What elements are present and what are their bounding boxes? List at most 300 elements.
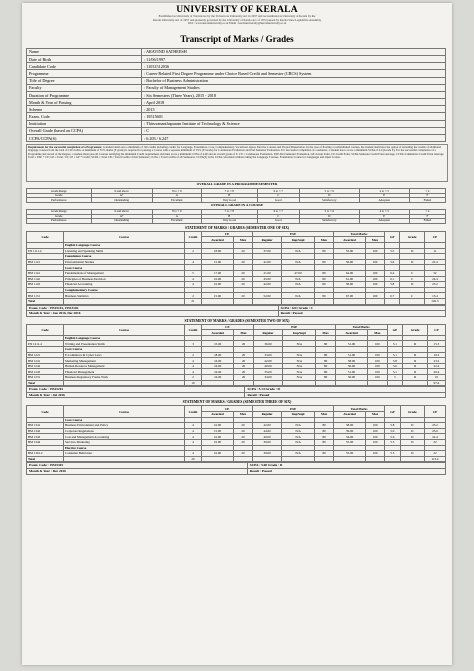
grade-cell: 9 and above — [91, 189, 152, 194]
cell-imp: N/A — [283, 363, 316, 369]
subheader-cell: Max — [233, 237, 252, 243]
cell-tot_a: 55.00 — [334, 248, 366, 254]
total-cp: 126.3 — [424, 298, 445, 304]
cell-tot_a: 64.00 — [334, 270, 366, 276]
cell-gp: 5.8 — [385, 423, 400, 429]
cell-reg: 40.00 — [253, 434, 282, 440]
info-row — [27, 63, 446, 70]
grade-cell: Adequate — [359, 219, 409, 224]
cell-ce_m: 20 — [233, 282, 252, 288]
total-cp: 113.2 — [424, 456, 445, 462]
cell-ce_m: 20 — [233, 428, 252, 434]
subheader-cell: Awarded — [202, 237, 234, 243]
cell-imp: 47.00 — [282, 270, 315, 276]
grade-cell: F — [409, 214, 445, 219]
col-ce: CE — [202, 324, 254, 330]
course-name: Business Environment and Policy — [64, 423, 185, 429]
cell-credit: 4 — [185, 439, 202, 445]
course-name: Marketing Management — [64, 358, 185, 364]
empty-cell — [387, 380, 403, 386]
cell-gp: 5.5 — [385, 248, 400, 254]
cell-tot_a: 67.00 — [334, 293, 366, 299]
col-gp: GP — [385, 406, 400, 417]
semester-table — [26, 405, 446, 462]
col-cp: CP — [427, 324, 445, 335]
empty-cell — [368, 380, 387, 386]
cell-ce_m: 20 — [233, 451, 252, 457]
course-name: E-Commerce & Cyber Laws — [64, 352, 185, 358]
grade-cell: 4 to < 5 — [359, 189, 409, 194]
grade-cell: Outstanding — [91, 198, 152, 203]
cell-ce_a: 16.00 — [202, 434, 234, 440]
subheader-cell: Imp/Supl — [283, 330, 316, 336]
total-credit: 20 — [185, 456, 202, 462]
cell-cp: 10.2 — [427, 352, 445, 358]
cell-credit: 4 — [185, 259, 202, 265]
col-grade: Grade — [403, 324, 428, 335]
cell-ese_m: 80 — [314, 276, 333, 282]
cell-ese_m: 80 — [316, 352, 335, 358]
col-course: Course — [64, 231, 185, 242]
cell-ce_a: 15.00 — [202, 341, 234, 347]
cell-ce_m: 20 — [233, 259, 252, 265]
info-row — [27, 120, 446, 127]
cell-cp: 23.2 — [424, 282, 445, 288]
info-value: : ARAVIND SATHEESH — [142, 48, 446, 55]
cell-grade: D — [403, 358, 428, 364]
course-code: BM 1344 — [27, 439, 64, 445]
cell-tot_a: 51.00 — [335, 369, 367, 375]
grade-cell: Good — [257, 219, 299, 224]
cell-reg: 41.00 — [253, 259, 282, 265]
info-row — [27, 77, 446, 84]
semester-table — [26, 231, 446, 305]
cell-tot_m: 100 — [365, 293, 384, 299]
cell-imp: N/A — [282, 259, 315, 265]
cell-tot_a: 56.00 — [334, 434, 366, 440]
cell-grade: C — [400, 293, 424, 299]
grade-cell: 4 to < 5 — [359, 210, 409, 215]
course-name: Environmental Studies — [64, 259, 185, 265]
cell-imp: N/A — [282, 439, 315, 445]
grade-cell: F — [409, 193, 445, 198]
col-ce: CE — [202, 406, 253, 412]
cell-credit: 4 — [185, 363, 202, 369]
cell-ese_m: 80 — [314, 439, 333, 445]
grade-cell: Very Good — [202, 219, 258, 224]
cell-imp: N/A — [282, 293, 315, 299]
empty-cell — [385, 456, 400, 462]
cell-reg: 34.00 — [253, 375, 282, 381]
empty-cell — [233, 298, 252, 304]
cell-grade: D — [403, 375, 428, 381]
col-code: Code — [27, 231, 64, 242]
info-row — [27, 99, 446, 106]
subheader-cell: Awarded — [202, 330, 234, 336]
col-gp: GP — [385, 231, 400, 242]
cell-ce_m: 20 — [233, 276, 252, 282]
cell-cp: 11 — [424, 248, 445, 254]
course-name: Principles of Business Decision — [64, 276, 185, 282]
subheader-cell: Imp/Supl — [282, 412, 315, 418]
semester-title: STATEMENT OF MARKS / GRADES (SEMESTER TWO OF SIX) — [184, 318, 290, 323]
cell-reg: 39.00 — [253, 439, 282, 445]
grade-cell: Adequate — [359, 198, 409, 203]
cell-tot_m: 100 — [365, 259, 384, 265]
cell-ce_a: 16.00 — [202, 423, 234, 429]
cell-tot_a: 59.00 — [334, 428, 366, 434]
cell-imp: N/A — [282, 282, 315, 288]
cell-reg: 39.00 — [253, 451, 282, 457]
semester-title: STATEMENT OF MARKS / GRADES (SEMESTER THREE OF SIX) — [182, 400, 292, 405]
subheader-cell: Max — [233, 412, 252, 418]
grade-cell: 5 to < 6 — [299, 210, 359, 215]
cell-tot_a: 56.00 — [335, 363, 367, 369]
subheader-cell: Max — [365, 237, 384, 243]
grade-cell: Grade Range — [27, 210, 92, 215]
course-name: Writing and Presentation Skills — [64, 341, 185, 347]
col-total: Total Marks — [334, 406, 385, 412]
cell-tot_m: 100 — [368, 363, 387, 369]
cell-credit: 4 — [185, 358, 202, 364]
col-code: Code — [27, 324, 64, 335]
cell-cp: 32 — [424, 270, 445, 276]
semester-statements — [22, 226, 452, 475]
grade-cell: 9 and above — [91, 210, 152, 215]
cell-ce_a: 16.00 — [202, 451, 234, 457]
grade-cell: < 4 — [409, 210, 445, 215]
subheader-cell: Awarded — [335, 330, 367, 336]
course-code: BM 1143 — [27, 282, 64, 288]
course-code: BM 1221 — [27, 352, 64, 358]
cell-ce_a: 16.00 — [202, 369, 234, 375]
semester-title: STATEMENT OF MARKS / GRADES (SEMESTER ONE OF SIX) — [185, 225, 289, 230]
course-code: BM 1343 — [27, 434, 64, 440]
cell-ese_m: 80 — [314, 423, 333, 429]
cell-ese_m: 80 — [314, 451, 333, 457]
cell-ce_a: 16.00 — [202, 358, 234, 364]
cell-credit: 4 — [185, 423, 202, 429]
info-value: : 11/06/1997 — [142, 55, 446, 62]
grade-cell: Excellent — [152, 198, 201, 203]
cell-imp: N/A — [282, 276, 315, 282]
cell-reg: 37.00 — [253, 248, 282, 254]
info-row — [27, 91, 446, 98]
info-label: Date of Birth — [27, 55, 142, 62]
empty-cell — [385, 298, 400, 304]
cell-ce_m: 20 — [233, 248, 252, 254]
empty-cell — [365, 298, 384, 304]
cell-tot_m: 100 — [368, 352, 387, 358]
empty-cell — [314, 298, 333, 304]
total-label: Total — [27, 298, 64, 304]
requirement-box — [26, 144, 448, 182]
info-value: : Bachelor of Business Administration — [142, 77, 446, 84]
cell-gp: 6.1 — [385, 276, 400, 282]
total-empty — [64, 456, 185, 462]
grade-cell: C — [257, 193, 299, 198]
cell-tot_a: 55.00 — [334, 451, 366, 457]
cell-reg: 21.00 — [253, 270, 282, 276]
grade-cell: D — [299, 214, 359, 219]
cell-ese_m: 80 — [314, 428, 333, 434]
cell-ese_m: 80 — [314, 259, 333, 265]
cell-credit: 2 — [185, 352, 202, 358]
cell-tot_a: 56.00 — [334, 259, 366, 265]
info-value: : Career Related First Degree Programme under Choice Based Credit and Semester (CBCS) System — [142, 70, 446, 77]
cell-tot_m: 100 — [366, 434, 385, 440]
col-total: Total Marks — [334, 231, 385, 237]
cell-tot_m: 100 — [368, 375, 387, 381]
grade-cell: Grade Range — [27, 189, 92, 194]
header — [22, 3, 452, 44]
transcript-page — [22, 3, 452, 665]
cell-cp: 22.4 — [424, 259, 445, 265]
grade-cell: Failed — [409, 219, 445, 224]
exam-code: Exam. Code : 19515301 — [27, 463, 248, 469]
subheader-cell: Regular — [253, 412, 282, 418]
cell-grade: D — [403, 369, 428, 375]
page-title: Transcript of Marks / Grades — [180, 33, 294, 44]
cell-ese_m: 80 — [314, 270, 333, 276]
grade-cell: Good — [257, 198, 299, 203]
cell-grade: D — [400, 259, 424, 265]
cell-tot_m: 100 — [366, 451, 385, 457]
cell-gp: 5.6 — [387, 363, 403, 369]
cell-ese_m: 80 — [316, 358, 335, 364]
total-cp: 97.6 — [427, 380, 445, 386]
col-total: Total Marks — [335, 324, 387, 330]
info-label: Institution — [27, 120, 142, 127]
col-code: Code — [27, 406, 64, 417]
empty-cell — [335, 380, 367, 386]
cell-ese_m: 80 — [314, 293, 333, 299]
cell-cp: 24.4 — [424, 276, 445, 282]
empty-cell — [314, 456, 333, 462]
cell-cp: 22.4 — [424, 434, 445, 440]
requirement-title: Requirement for the successful completion of a Programme: — [28, 145, 103, 150]
cell-credit: 5 — [185, 270, 202, 276]
col-ce: CE — [202, 231, 253, 237]
col-course: Course — [64, 406, 185, 417]
info-row — [27, 127, 446, 134]
cell-cp: 10 — [427, 375, 445, 381]
cell-credit: 4 — [185, 369, 202, 375]
cell-cp: 22 — [424, 451, 445, 457]
grade-cell: Failed — [409, 198, 445, 203]
col-ese: ESE — [253, 231, 334, 237]
info-value: : 19515601 — [142, 113, 446, 120]
cell-imp: N/A — [282, 451, 315, 457]
total-empty — [64, 380, 185, 386]
cell-cp: 23.2 — [427, 358, 445, 364]
cell-reg: 42.00 — [253, 358, 282, 364]
total-credit: 21 — [185, 298, 202, 304]
cell-grade: D — [400, 434, 424, 440]
grade-cell: B — [202, 214, 258, 219]
cell-reg: 52.00 — [253, 293, 282, 299]
subheader-cell: Max — [234, 330, 253, 336]
exam-code: Exam. Code : 19515201 — [27, 387, 245, 393]
course-code: BM 1342 — [27, 428, 64, 434]
grade-cell: A — [152, 214, 201, 219]
cell-tot_m: 100 — [365, 270, 384, 276]
col-gp: GP — [387, 324, 403, 335]
cell-ce_m: 20 — [233, 434, 252, 440]
grade-cell: 7 to < 8 — [202, 210, 258, 215]
cell-tot_a: 51.00 — [335, 341, 367, 347]
cell-gp: 5 — [387, 375, 403, 381]
empty-cell — [403, 380, 428, 386]
semester-footer — [26, 305, 446, 317]
empty-cell — [253, 298, 282, 304]
grade-row — [27, 219, 446, 224]
group-label: Elective Course — [64, 445, 185, 451]
cell-ce_m: 20 — [234, 369, 253, 375]
cell-gp: 5.8 — [387, 358, 403, 364]
info-row — [27, 135, 446, 142]
empty-cell — [334, 298, 366, 304]
cell-ese_m: 80 — [316, 363, 335, 369]
grade-cell: A+ — [91, 193, 152, 198]
subheader-cell: Regular — [253, 237, 282, 243]
grade-cell: 8 to < 9 — [152, 189, 201, 194]
cell-imp: N/A — [282, 248, 315, 254]
total-label: Total — [27, 380, 64, 386]
course-name: Financial Management — [64, 369, 185, 375]
course-name: Business Statistics — [64, 293, 185, 299]
info-label: Month & Year of Passing — [27, 99, 142, 106]
cell-ese_m: 80 — [316, 375, 335, 381]
cell-gp: 5.6 — [385, 259, 400, 265]
cell-credit: 4 — [185, 282, 202, 288]
course-code: BM 1243 — [27, 369, 64, 375]
grade-cell: < 4 — [409, 189, 445, 194]
cell-cp: 20.4 — [427, 369, 445, 375]
student-info-table — [26, 48, 446, 142]
cell-ce_m: 20 — [233, 293, 252, 299]
cell-tot_m: 100 — [366, 439, 385, 445]
course-name: Business Regulatory Frame Work — [64, 375, 185, 381]
cell-credit: 2 — [185, 293, 202, 299]
cell-credit: 4 — [185, 434, 202, 440]
total-credit: 19 — [185, 380, 202, 386]
cell-ce_a: 16.00 — [202, 276, 234, 282]
course-code: BM 1121 — [27, 259, 64, 265]
grade-cell: A+ — [91, 214, 152, 219]
cell-ce_m: 20 — [234, 358, 253, 364]
empty-cell — [202, 298, 234, 304]
total-row — [27, 456, 446, 462]
course-name: Fundamentals of Management — [64, 270, 185, 276]
cell-ese_m: 80 — [314, 248, 333, 254]
cell-cp: 23.2 — [424, 423, 445, 429]
header-fine-3: Web : www.keralauniversity.ac.in Email : keralauniversity@keralauniversity.ac.in — [187, 21, 287, 26]
empty-cell — [253, 456, 282, 462]
col-grade: Grade — [400, 231, 424, 242]
info-label: Scheme — [27, 106, 142, 113]
course-code: BM 1141 — [27, 270, 64, 276]
cell-grade: D — [403, 341, 428, 347]
subheader-cell: Awarded — [334, 237, 366, 243]
course-code: EN 1111.4 — [27, 248, 64, 254]
info-label: Programme — [27, 70, 142, 77]
requirement-text: A student shall earn a minimum of 120 credits including credits for Language, Foundation, Core, Complementary, Vocational, Open, Elective Courses and Project/Dissertation. In the case of floating or redistributed courses, the student shall have the option of including the credits of additional language courses from the total of 120 credits. A minimum of 35% marks (E grade) is required for passing a Course with a separate minimum of 35% (E Grade) for Continuous Evaluation and End Semester Evaluation. For successful completion of a semester, a student has to score a minimum SCPA of 4.0 (Grade E). For the successful completion of a Programme and award of the Degree, a student must pass all Courses satisfying the minimum Credit requirement and must score a minimum CCPA of 4.00 and an overall grade of E. CE = Continuous Evaluation, ESE-End Semester Evaluation, GP=Grade Point, CP-Credit Point, SCPA-Semester Credit Point Average, CCPA=Cumulative Credit Point Average. Total = ESE + CE; GP = Total / 10; CP = GP * Credit; SCPA = Total CPs / Total Credits of that Semester; CCPA = Total Credits of all Semesters. CCPA(S) is the CCPA calculated without taking the Language Courses, Foundation Course for Languages and Open Course. — [28, 145, 445, 159]
empty-cell — [366, 456, 385, 462]
info-label: CCPA/CCPA(S) — [27, 135, 142, 142]
group-label: Core Course — [64, 265, 185, 271]
cell-tot_m: 100 — [368, 341, 387, 347]
cell-tot_a: 58.00 — [334, 423, 366, 429]
cell-tot_a: 58.00 — [334, 282, 366, 288]
info-label: Faculty — [27, 84, 142, 91]
exam-code: Exam. Code : 19515101, 19515102 — [27, 305, 279, 311]
course-name: Corporate Regulations — [64, 428, 185, 434]
grade-cell: Very Good — [202, 198, 258, 203]
cell-ce_a: 16.00 — [202, 363, 234, 369]
cell-ese_m: 80 — [316, 369, 335, 375]
info-value: : Faculty of Management Studies — [142, 84, 446, 91]
grade-course-table — [26, 209, 446, 224]
cell-cp: 13.4 — [424, 293, 445, 299]
cell-reg: 44.00 — [253, 428, 282, 434]
cell-ce_m: 20 — [233, 439, 252, 445]
course-code: BM 1142 — [27, 276, 64, 282]
cell-ce_m: 20 — [234, 341, 253, 347]
cell-gp: 5.5 — [385, 439, 400, 445]
cell-gp: 5.1 — [387, 369, 403, 375]
grade-cell: Grade — [27, 193, 92, 198]
cell-ce_a: 16.00 — [202, 375, 234, 381]
cell-credit: 4 — [185, 451, 202, 457]
info-value: : C — [142, 127, 446, 134]
cell-tot_a: 55.00 — [334, 439, 366, 445]
cell-tot_m: 100 — [365, 282, 384, 288]
cell-imp: N/A — [283, 369, 316, 375]
info-row — [27, 106, 446, 113]
scpa-grade: SCPA : 5.14 Grade : D — [245, 387, 446, 393]
cell-gp: 5.6 — [385, 434, 400, 440]
cell-reg: 33.00 — [253, 352, 282, 358]
empty-cell — [316, 380, 335, 386]
cell-cp: 22 — [424, 439, 445, 445]
course-name: Cost and Management Accounting — [64, 434, 185, 440]
empty-cell — [282, 298, 315, 304]
info-row — [27, 84, 446, 91]
cell-gp: 6.4 — [385, 270, 400, 276]
cell-reg: 42.00 — [253, 423, 282, 429]
info-row — [27, 48, 446, 55]
semester-footer — [26, 462, 446, 474]
cell-cp: 15.3 — [427, 341, 445, 347]
subheader-cell: Regular — [253, 330, 282, 336]
total-row — [27, 380, 446, 386]
cell-ce_m: 20 — [234, 375, 253, 381]
cell-tot_a: 50.00 — [335, 375, 367, 381]
cell-reg: 42.00 — [253, 282, 282, 288]
group-label: Complementary Course — [64, 287, 185, 293]
footer-row — [27, 392, 446, 398]
cell-ese_m: 80 — [314, 282, 333, 288]
info-row — [27, 55, 446, 62]
info-row — [27, 113, 446, 120]
grade-course-title: OVERALL GRADE IN A COURSE — [210, 203, 264, 207]
course-code: BM 1242 — [27, 363, 64, 369]
cell-ce_a: 16.00 — [202, 439, 234, 445]
cell-imp: N/A — [282, 423, 315, 429]
cell-tot_a: 61.00 — [334, 276, 366, 282]
cell-reg: 45.00 — [253, 276, 282, 282]
